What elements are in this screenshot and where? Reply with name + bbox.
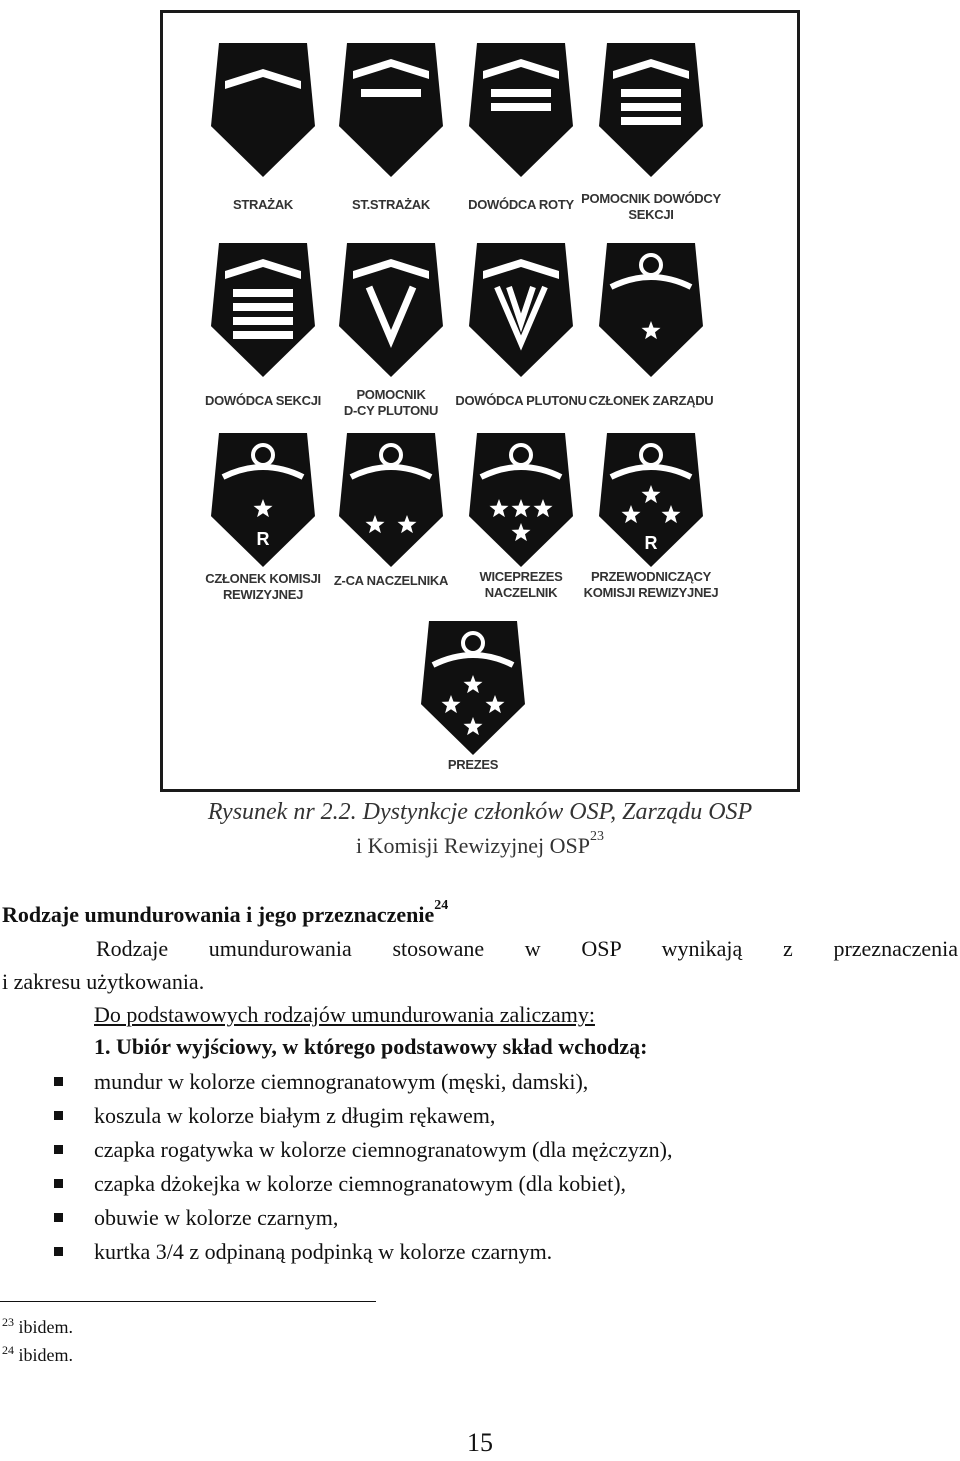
square-bullet-icon (54, 1213, 63, 1222)
badge-label: KOMISJI REWIZYJNEJ (583, 585, 719, 600)
badge-label: D-CY PLUTONU (343, 403, 439, 418)
badge-label: POMOCNIK (356, 387, 426, 402)
badge-label: PRZEWODNICZĄCY (590, 569, 712, 584)
badge-label: DOWÓDCA PLUTONU (455, 393, 587, 408)
insignia-badge (339, 243, 443, 377)
badge-label: CZŁONEK KOMISJI (205, 571, 321, 586)
rank-insignia-figure (160, 10, 800, 792)
insignia-badge (421, 621, 525, 755)
list-item: obuwie w kolorze czarnym, (50, 1203, 672, 1237)
list-item-1-heading: 1. Ubiór wyjściowy, w którego podstawowy skład wchodzą: (94, 1034, 648, 1059)
badge-label: WICEPREZES (479, 569, 563, 584)
badge-label: Z-CA NACZELNIKA (333, 573, 449, 588)
insignia-badge (339, 43, 443, 177)
insignia-badge (211, 433, 315, 567)
square-bullet-icon (54, 1145, 63, 1154)
insignia-badge (469, 43, 573, 177)
insignia-badge (599, 243, 703, 377)
insignia-badge (599, 433, 703, 567)
badge-label: POMOCNIK DOWÓDCY (581, 191, 721, 206)
section-heading-text: Rodzaje umundurowania i jego przeznaczenie (2, 902, 435, 927)
footnote-23: $^{23}$ ibidem. (2, 1315, 73, 1337)
list-item: kurtka 3/4 z odpinaną podpinką w kolorze czarnym. (50, 1237, 672, 1271)
paragraph-2: Do podstawowych rodzajów umundurowania zaliczamy: (94, 1002, 595, 1027)
square-bullet-icon (54, 1179, 63, 1188)
badge-label: SEKCJI (628, 207, 674, 222)
badge-label: ST.STRAŻAK (352, 197, 430, 212)
figure-caption-2 (0, 829, 960, 859)
paragraph-1-line-1: Rodzaje umundurowania stosowane w OSP wynikają z przeznaczenia (96, 936, 958, 961)
badge-label: REWIZYJNEJ (222, 587, 304, 602)
badge-label: DOWÓDCA SEKCJI (205, 393, 321, 408)
section-heading (2, 898, 449, 928)
caption-footnote-ref[interactable]: 23 (590, 829, 605, 844)
uniform-items-list (50, 1067, 672, 1271)
footnote-divider (0, 1301, 376, 1302)
insignia-chart (163, 13, 797, 789)
insignia-badge (469, 433, 573, 567)
insignia-badge (211, 43, 315, 177)
badge-letter: R (256, 529, 270, 549)
paragraph-1-line-2: i zakresu użytkowania. (2, 969, 205, 994)
badge-letter: R (644, 533, 658, 553)
caption-line-1: Rysunek nr 2.2. Dystynkcje członków OSP, Zarządu OSP (207, 799, 753, 825)
heading-footnote-ref[interactable]: 24 (434, 898, 449, 913)
footnote-24: $^{24}$ ibidem. (2, 1343, 73, 1365)
square-bullet-icon (54, 1111, 63, 1120)
badge-label: CZŁONEK ZARZĄDU (588, 393, 714, 408)
insignia-badge (469, 243, 573, 377)
list-item: mundur w kolorze ciemnogranatowym (męski, damski), (50, 1067, 672, 1101)
list-item: koszula w kolorze białym z długim rękawem, (50, 1101, 672, 1135)
square-bullet-icon (54, 1077, 63, 1086)
badge-label: STRAŻAK (232, 197, 294, 212)
page-number: 15 (467, 1428, 493, 1457)
figure-caption (0, 799, 960, 826)
insignia-badge (339, 433, 443, 567)
list-item: czapka dżokejka w kolorze ciemnogranatowym (dla kobiet), (50, 1169, 672, 1203)
caption-line-2: i Komisji Rewizyjnej OSP (355, 833, 591, 858)
badge-label: PREZES (447, 757, 499, 772)
insignia-badge (599, 43, 703, 177)
insignia-badge (211, 243, 315, 377)
badge-label: NACZELNIK (484, 585, 558, 600)
list-item: czapka rogatywka w kolorze ciemnogranatowym (dla mężczyzn), (50, 1135, 672, 1169)
badge-label: DOWÓDCA ROTY (468, 197, 574, 212)
square-bullet-icon (54, 1247, 63, 1256)
